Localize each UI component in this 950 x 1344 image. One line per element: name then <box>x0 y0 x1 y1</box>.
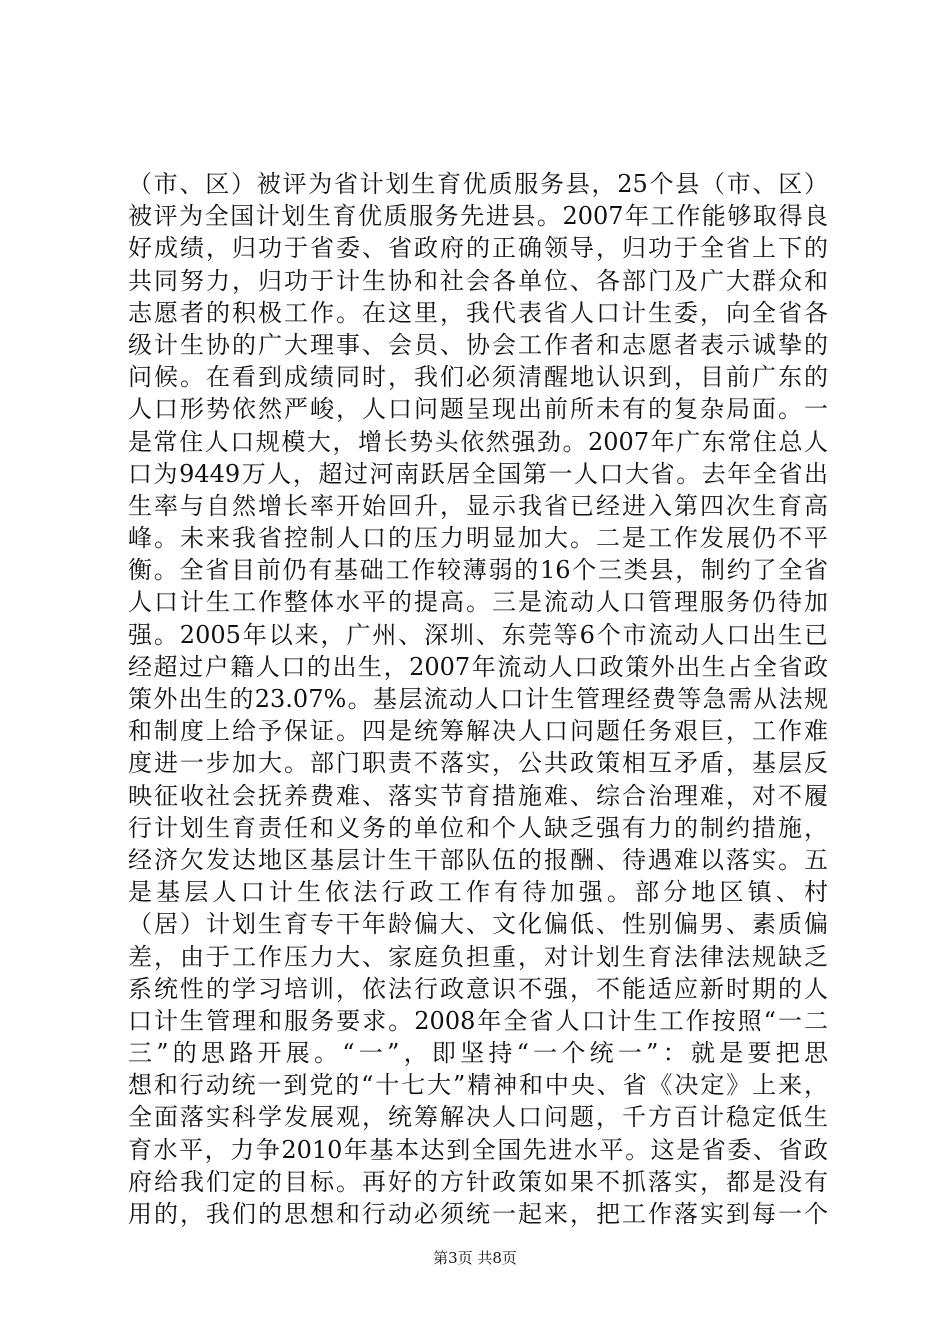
text-line: 经济欠发达地区基层计生干部队伍的报酬、待遇难以落实。五 <box>128 845 828 874</box>
page-number-footer: 第3页 共8页 <box>433 1249 517 1267</box>
text-line: 映征收社会抚养费难、落实节育措施难、综合治理难，对不履 <box>128 781 828 810</box>
text-line: 口计生管理和服务要求。2008年全省人口计生工作按照“一二 <box>128 1006 828 1035</box>
text-line: 共同努力，归功于计生协和社会各单位、各部门及广大群众和 <box>128 266 828 295</box>
text-line: 强。2005年以来，广州、深圳、东莞等6个市流动人口出生已 <box>128 620 828 649</box>
text-line: 度进一步加大。部门职责不落实，公共政策相互矛盾，基层反 <box>128 749 828 778</box>
text-line: 经超过户籍人口的出生，2007年流动人口政策外出生占全省政 <box>128 652 828 681</box>
text-line: 问候。在看到成绩同时，我们必须清醒地认识到，目前广东的 <box>128 363 828 392</box>
text-line: 被评为全国计划生育优质服务先进县。2007年工作能够取得良 <box>128 202 828 231</box>
text-line: 行计划生育责任和义务的单位和个人缺乏强有力的制约措施， <box>128 813 828 842</box>
text-line: （居）计划生育专干年龄偏大、文化偏低、性别偏男、素质偏 <box>128 910 828 939</box>
text-line: 是常住人口规模大，增长势头依然强劲。2007年广东常住总人 <box>128 427 828 456</box>
text-line: 和制度上给予保证。四是统筹解决人口问题任务艰巨，工作难 <box>128 717 828 746</box>
text-line: 差，由于工作压力大、家庭负担重，对计划生育法律法规缺乏 <box>128 942 828 971</box>
text-line: 口为9449万人，超过河南跃居全国第一人口大省。去年全省出 <box>128 459 828 488</box>
text-line: 育水平，力争2010年基本达到全国先进水平。这是省委、省政 <box>128 1135 828 1164</box>
text-line: 府给我们定的目标。再好的方针政策如果不抓落实，都是没有 <box>128 1167 828 1196</box>
body-text <box>128 168 828 1230</box>
text-line: 是基层人口计生依法行政工作有待加强。部分地区镇、村 <box>128 878 828 907</box>
text-line: 系统性的学习培训，依法行政意识不强，不能适应新时期的人 <box>128 974 828 1003</box>
text-line: 人口计生工作整体水平的提高。三是流动人口管理服务仍待加 <box>128 588 828 617</box>
text-line: 策外出生的23.07%。基层流动人口计生管理经费等急需从法规 <box>128 685 828 713</box>
text-line: 级计生协的广大理事、会员、协会工作者和志愿者表示诚挚的 <box>128 330 828 359</box>
text-line: 用的，我们的思想和行动必须统一起来，把工作落实到每一个 <box>128 1200 828 1228</box>
text-line: 志愿者的积极工作。在这里，我代表省人口计生委，向全省各 <box>128 298 828 327</box>
text-line: （市、区）被评为省计划生育优质服务县，25个县（市、区） <box>128 170 828 198</box>
text-line: 全面落实科学发展观，统筹解决人口问题，千方百计稳定低生 <box>128 1103 828 1132</box>
text-line: 三”的思路开展。“一”，即坚持“一个统一”：就是要把思 <box>128 1039 828 1068</box>
text-line: 好成绩，归功于省委、省政府的正确领导，归功于全省上下的 <box>128 234 828 263</box>
text-line: 峰。未来我省控制人口的压力明显加大。二是工作发展仍不平 <box>128 524 828 553</box>
text-line: 生率与自然增长率开始回升，显示我省已经进入第四次生育高 <box>128 491 828 520</box>
text-line: 想和行动统一到党的“十七大”精神和中央、省《决定》上来， <box>128 1071 828 1100</box>
text-line: 人口形势依然严峻，人口问题呈现出前所未有的复杂局面。一 <box>128 395 828 424</box>
text-line: 衡。全省目前仍有基础工作较薄弱的16个三类县，制约了全省 <box>128 556 828 585</box>
